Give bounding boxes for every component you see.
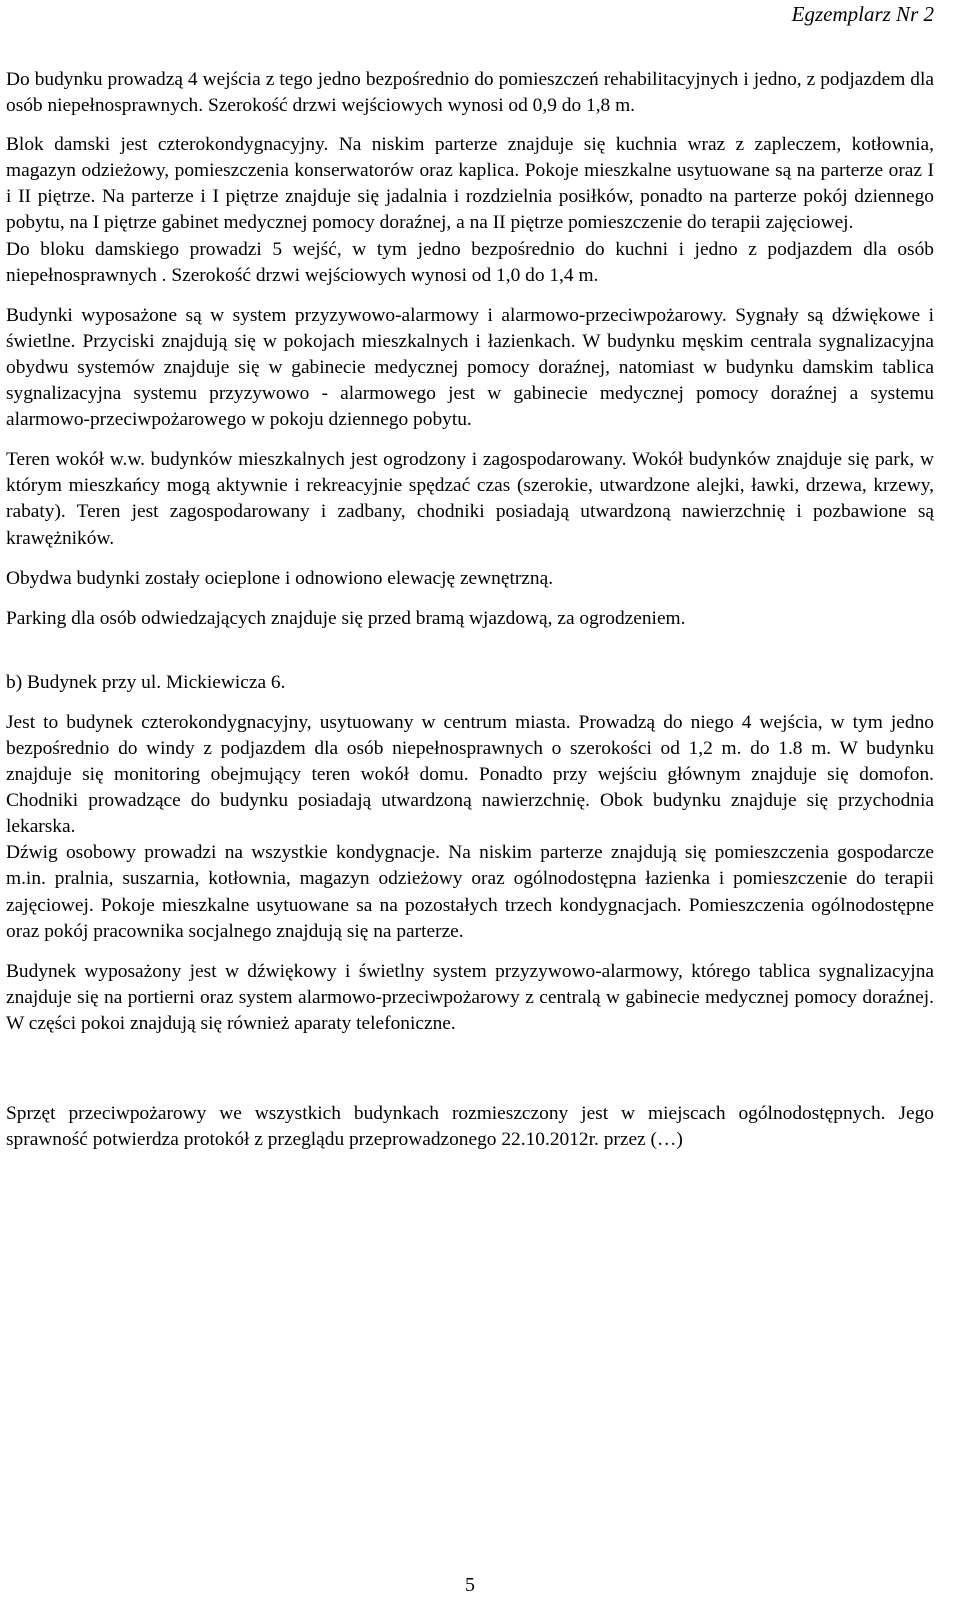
- paragraph-mickiewicza-alarm: Budynek wyposażony jest w dźwiękowy i świetlny system przyzywowo-alarmowy, którego tablica sygnalizacyjna znajduje się na portierni oraz system alarmowo-przeciwpożarowy z centralą w gabinecie medycznej pomocy doraźnej. W części pokoi znajdują się również aparaty telefoniczne.: [6, 960, 934, 1034]
- paragraph-mickiewicza-description: Jest to budynek czterokondygnacyjny, usytuowany w centrum miasta. Prowadzą do niego 4 wejścia, w tym jedno bezpośrednio do windy z podjazdem dla osób niepełnosprawnych o szerokości od 1,2 m. do 1.8 m. W budynku znajduje się monitoring obejmujący teren wokół domu. Ponadto przy wejściu głównym znajduje się domofon. Chodniki prowadzące do budynku posiadają utwardzoną nawierzchnię. Obok budynku znajduje się przychodnia lekarska.: [6, 711, 934, 838]
- page-number: 5: [465, 1574, 475, 1596]
- paragraph-fire-equipment: Sprzęt przeciwpożarowy we wszystkich budynkach rozmieszczony jest w miejscach ogólnodostępnych. Jego sprawność potwierdza protokół z przeglądu przeprowadzonego 22.10.2012r. przez (…): [6, 1103, 934, 1151]
- paragraph-alarm-systems: Budynki wyposażone są w system przyzywowo-alarmowy i alarmowo-przeciwpożarowy. Sygnały są dźwiękowe i świetlne. Przyciski znajdują się w pokojach mieszkalnych i łazienkach. W budynku męskim centrala sygnalizacyjna obydwu systemów znajduje się w gabinecie medycznej pomocy doraźnej, natomiast w budynku damskim tablica sygnalizacyjna systemu przyzywowo - alarmowego jest w gabinecie medycznej pomocy doraźnej a systemu alarmowo-przeciwpożarowego w pokoju dziennego pobytu.: [6, 304, 934, 431]
- paragraph-insulation: Obydwa budynki zostały ocieplone i odnowiono elewację zewnętrzną.: [6, 567, 554, 589]
- paragraph-women-block: Blok damski jest czterokondygnacyjny. Na niskim parterze znajduje się kuchnia wraz z zapleczem, kotłownia, magazyn odzieżowy, pomieszczenia konserwatorów oraz kaplica. Pokoje mieszkalne usytuowane są na parterze oraz I i II piętrze. Na parterze i I piętrze znajduje się jadalnia i rozdzielnia posiłków, ponadto na parterze pokój dziennego pobytu, na I piętrze gabinet medycznej pomocy doraźnej, a na II piętrze pomieszczenie do terapii zajęciowej.: [6, 134, 934, 234]
- copy-number-header: Egzemplarz Nr 2: [791, 2, 934, 26]
- paragraph-parking: Parking dla osób odwiedzających znajduje się przed bramą wjazdową, za ogrodzeniem.: [6, 607, 686, 629]
- paragraph-grounds: Teren wokół w.w. budynków mieszkalnych jest ogrodzony i zagospodarowany. Wokół budynków znajduje się park, w którym mieszkańcy mogą aktywnie i rekreacyjnie spędzać czas (szerokie, utwardzone alejki, ławki, drzewa, krzewy, rabaty). Teren jest zagospodarowany i zadbany, chodniki posiadają utwardzoną nawierzchnię i pozbawione są krawężników.: [6, 449, 934, 549]
- section-b-heading: b) Budynek przy ul. Mickiewicza 6.: [6, 671, 286, 693]
- paragraph-elevator: Dźwig osobowy prowadzi na wszystkie kondygnacje. Na niskim parterze znajdują się pomieszczenia gospodarcze m.in. pralnia, suszarnia, kotłownia, magazyn odzieżowy oraz ogólnodostępna łazienka i pomieszczenie do terapii zajęciowej. Pokoje mieszkalne usytuowane sa na pozostałych trzech kondygnacjach. Pomieszczenia ogólnodostępne oraz pokój pracownika socjalnego znajdują się na parterze.: [6, 842, 934, 942]
- paragraph-entrances-men: Do budynku prowadzą 4 wejścia z tego jedno bezpośrednio do pomieszczeń rehabilitacyjnych i jedno, z podjazdem dla osób niepełnosprawnych. Szerokość drzwi wejściowych wynosi od 0,9 do 1,8 m.: [6, 69, 934, 117]
- page-body: [6, 67, 934, 1153]
- paragraph-women-entrances: Do bloku damskiego prowadzi 5 wejść, w tym jedno bezpośrednio do kuchni i jedno z podjazdem dla osób niepełnosprawnych . Szerokość drzwi wejściowych wynosi od 1,0 do 1,4 m.: [6, 238, 934, 286]
- document-page: [6, 0, 934, 1613]
